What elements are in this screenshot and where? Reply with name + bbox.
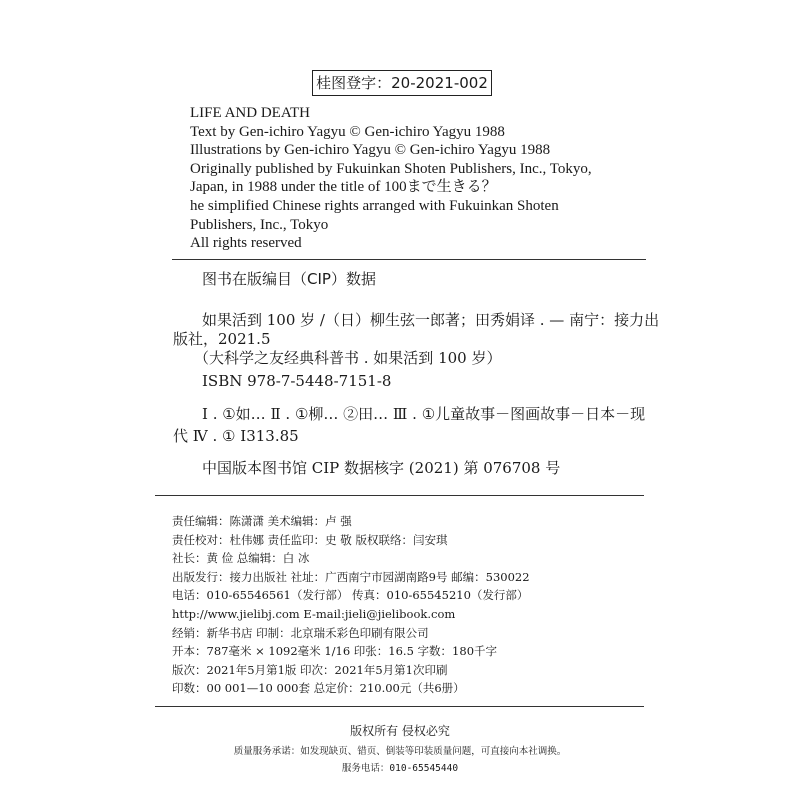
credit-line: 责任编辑：陈潇潇 美术编辑：卢 强 — [172, 514, 352, 528]
english-title: LIFE AND DEATH — [190, 105, 310, 121]
divider-middle — [155, 495, 644, 496]
english-line: Publishers, Inc., Tokyo — [190, 216, 329, 233]
english-line: Illustrations by Gen-ichiro Yagyu © Gen-ichiro Yagyu 1988 — [190, 142, 551, 159]
cip-entry-line1: 如果活到 100 岁 /（日）柳生弦一郎著；田秀娟译 . — 南宁：接力出 — [202, 311, 660, 329]
english-line: All rights reserved — [190, 235, 302, 252]
english-line: Japan, in 1988 under the title of 100まで生きる？ — [190, 179, 497, 196]
credit-line: 经销：新华书店 印制：北京瑞禾彩色印刷有限公司 — [172, 625, 429, 640]
english-line: Text by Gen-ichiro Yagyu © Gen-ichiro Yagyu 1988 — [190, 123, 505, 140]
credit-line: 开本：787毫米 × 1092毫米 1/16 印张：16.5 字数：180千字 — [172, 644, 498, 659]
cip-series: （大科学之友经典科普书 . 如果活到 100 岁） — [194, 349, 502, 367]
service-phone: 服务电话：010-65545440 — [341, 763, 459, 774]
registration-number: 桂图登字：20-2021-002 — [312, 70, 492, 96]
credit-line: 版次：2021年5月第1版 印次：2021年5月第1次印刷 — [172, 662, 448, 677]
credit-line: 电话：010-65546561（发行部） 传真：010-65545210（发行部） — [172, 588, 529, 603]
credit-line: 印数：00 001—10 000套 总定价：210.00元（共6册） — [172, 681, 465, 696]
credit-line: 责任校对：杜伟娜 责任监印：史 敬 版权联络：闫安琪 — [172, 532, 448, 547]
english-rights-block — [190, 104, 592, 253]
cip-entry-line2: 版社，2021.5 — [173, 330, 271, 348]
cip-isbn: ISBN 978-7-5448-7151-8 — [202, 372, 392, 390]
credit-line: http://www.jielibj.com E-mail:jieli@jielibook.com — [172, 606, 456, 621]
cip-class-line2: 代 Ⅳ . ① I313.85 — [173, 427, 299, 445]
copyright-title: 版权所有 侵权必究 — [350, 724, 450, 738]
divider-bottom — [155, 706, 644, 707]
cip-class-line1: Ⅰ . ①如… Ⅱ . ①柳… ②田… Ⅲ . ①儿童故事－图画故事－日本－现 — [202, 405, 646, 423]
english-line: Originally published by Fukuinkan Shoten Publishers, Inc., Tokyo, — [190, 160, 592, 177]
quality-notice: 质量服务承诺：如发现缺页、错页、倒装等印装质量问题，可直接向本社调换。 — [233, 746, 567, 757]
credit-line: 出版发行：接力出版社 社址：广西南宁市园湖南路9号 邮编：530022 — [172, 569, 530, 584]
publication-credits — [172, 514, 530, 700]
cip-title: 图书在版编目（CIP）数据 — [202, 270, 376, 288]
english-line: he simplified Chinese rights arranged with Fukuinkan Shoten — [190, 197, 559, 214]
divider-top — [172, 259, 646, 260]
credit-line: 社长：黄 俭 总编辑：白 冰 — [172, 551, 310, 566]
cip-number: 中国版本图书馆 CIP 数据核字 (2021) 第 076708 号 — [202, 459, 561, 477]
